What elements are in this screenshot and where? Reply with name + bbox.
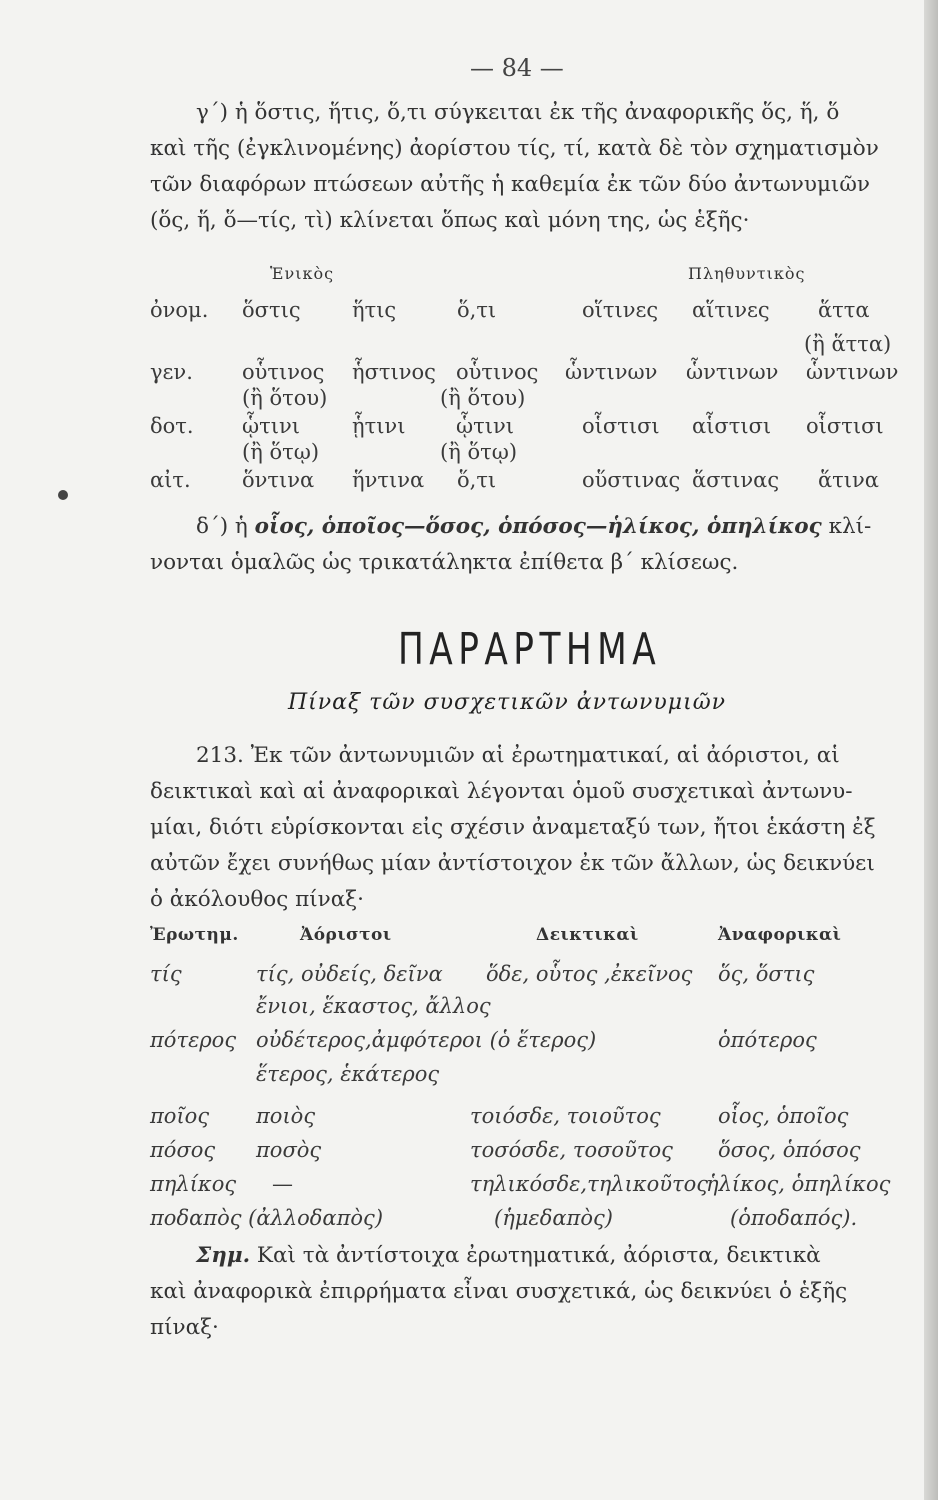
table-cell: (ἡμεδαπὸς) <box>494 1206 613 1230</box>
decl-cell: (ἢ ὅτῳ) <box>242 440 320 464</box>
decl-cell: οὗτινος <box>242 360 325 384</box>
decl-cell: ὅστις <box>242 298 301 322</box>
decl-header-plural: Πληθυντικὸς <box>688 264 806 283</box>
table-cell: πηλίκος <box>150 1172 237 1196</box>
decl-cell: ὧντινων <box>686 360 779 384</box>
decl-cell: ᾗτινι <box>352 414 406 438</box>
table-header: Δεικτικαὶ <box>536 925 639 945</box>
table-cell: τοσόσδε, τοσοῦτος <box>470 1138 673 1162</box>
decl-cell: ὧντινων <box>565 360 658 384</box>
table-cell: — <box>272 1172 293 1196</box>
decl-cell: ἧστινος <box>352 360 436 384</box>
decl-cell: ἥντινα <box>352 468 425 492</box>
para-gamma-line-3: τῶν διαφόρων πτώσεων αὐτῆς ἡ καθεμία ἐκ τῶν δύο ἀντωνυμιῶν <box>150 172 870 197</box>
para-213-line-1: 213. Ἐκ τῶν ἀντωνυμιῶν αἱ ἐρωτηματικαί, αἱ ἀόριστοι, αἱ <box>196 743 840 768</box>
table-cell: τίς <box>150 962 182 986</box>
table-cell: οἷος, ὁποῖος <box>718 1104 849 1128</box>
decl-cell: οἷστισι <box>806 414 884 438</box>
para-delta-line-1 <box>196 509 871 545</box>
decl-cell: ἥτις <box>352 298 397 322</box>
table-cell: ποδαπὸς (ἀλλοδαπὸς) <box>150 1206 384 1230</box>
decl-cell: αἷστισι <box>692 414 772 438</box>
table-cell: οὐδέτερος,ἀμφότεροι (ὁ ἕτερος) <box>256 1028 597 1052</box>
appendix-subtitle: Πίναξ τῶν συσχετικῶν ἀντωνυμιῶν <box>288 690 727 715</box>
para-213-line-2: δεικτικαὶ καὶ αἱ ἀναφορικαὶ λέγονται ὁμοῦ συσχετικαὶ ἀντωνυ- <box>150 779 853 804</box>
decl-cell: ᾧτινι <box>242 414 300 438</box>
decl-cell: ὅντινα <box>242 468 315 492</box>
table-cell: πότερος <box>150 1028 237 1052</box>
table-cell: ὅς, ὅστις <box>718 962 815 986</box>
table-cell: πόσος <box>150 1138 216 1162</box>
decl-cell: (ἢ ἅττα) <box>804 332 892 356</box>
table-cell: ὁπότερος <box>718 1028 817 1052</box>
para-gamma-line-4: (ὅς, ἥ, ὅ—τίς, τὶ) κλίνεται ὅπως καὶ μόνη της, ὡς ἑξῆς· <box>150 208 750 233</box>
table-cell: ποσὸς <box>256 1138 322 1162</box>
decl-cell: ὧντινων <box>806 360 899 384</box>
para-delta-line-2: νονται ὁμαλῶς ὡς τρικατάληκτα ἐπίθετα β΄ κλίσεως. <box>150 550 739 575</box>
page-number: — 84 — <box>470 54 564 82</box>
table-cell: ἡλίκος, ὁπηλίκος <box>706 1172 891 1196</box>
table-cell: τίς, οὐδείς, δεῖνα <box>256 962 443 986</box>
decl-cell: οὗτινος <box>456 360 539 384</box>
decl-case: γεν. <box>150 360 193 384</box>
decl-cell: οἵτινες <box>582 298 659 322</box>
table-header: Ἀναφορικαὶ <box>718 925 842 945</box>
ink-dot-mark <box>58 490 68 500</box>
decl-case: αἰτ. <box>150 468 191 492</box>
table-cell: ὅσος, ὁπόσος <box>718 1138 861 1162</box>
table-cell: τοιόσδε, τοιοῦτος <box>470 1104 661 1128</box>
table-cell: ποῖος <box>150 1104 210 1128</box>
para-gamma-line-1: γ΄) ἡ ὅστις, ἥτις, ὅ,τι σύγκειται ἐκ τῆς ἀναφορικῆς ὅς, ἥ, ὅ <box>196 100 840 125</box>
para-213-line-3: μίαι, διότι εὑρίσκονται εἰς σχέσιν ἀναμεταξύ των, ἤτοι ἑκάστη ἐξ <box>150 815 876 840</box>
decl-cell: οὕστινας <box>582 468 681 492</box>
decl-cell: οἷστισι <box>582 414 660 438</box>
decl-cell: ὅ,τι <box>457 468 497 492</box>
decl-header-singular: Ἑνικὸς <box>270 264 335 283</box>
table-cell: ἔνιοι, ἕκαστος, ἄλλος <box>256 994 491 1018</box>
table-header: Ἀόριστοι <box>300 925 392 945</box>
para-213-line-5: ὁ ἀκόλουθος πίναξ· <box>150 887 364 912</box>
appendix-title: ΠΑΡΑΡΤΗΜΑ <box>398 624 662 675</box>
note-line-2: καὶ ἀναφορικὰ ἐπιρρήματα εἶναι συσχετικά, ὡς δεικνύει ὁ ἑξῆς <box>150 1279 848 1304</box>
note-line-1 <box>196 1238 821 1274</box>
para-delta-post: κλί- <box>828 514 872 539</box>
table-cell: τηλικόσδε,τηλικοῦτος <box>470 1172 709 1196</box>
table-cell: ποιὸς <box>256 1104 316 1128</box>
table-cell: (ὁποδαπός). <box>730 1206 858 1230</box>
decl-cell: ἅττα <box>818 298 870 322</box>
note-label: Σημ. <box>196 1243 251 1268</box>
note-text-1: Καὶ τὰ ἀντίστοιχα ἐρωτηματικά, ἀόριστα, δεικτικὰ <box>256 1243 821 1268</box>
decl-case: δοτ. <box>150 414 194 438</box>
decl-cell: αἵτινες <box>692 298 770 322</box>
decl-cell: (ἢ ὅτου) <box>440 386 526 410</box>
table-cell: ἕτερος, ἑκάτερος <box>256 1062 440 1086</box>
decl-cell: ἅστινας <box>692 468 780 492</box>
para-213-line-4: αὐτῶν ἔχει συνήθως μίαν ἀντίστοιχον ἐκ τῶν ἄλλων, ὡς δεικνύει <box>150 851 875 876</box>
decl-cell: ἅτινα <box>818 468 879 492</box>
para-delta-bold: οἷος, ὁποῖος—ὅσος, ὁπόσος—ἡλίκος, ὁπηλίκος <box>254 514 822 539</box>
page-spine-shadow <box>924 0 938 1500</box>
decl-cell: (ἢ ὅτῳ) <box>440 440 518 464</box>
para-delta-pre: δ΄) ἡ <box>196 514 248 539</box>
table-cell: ὅδε, οὗτος ,ἐκεῖνος <box>486 962 693 986</box>
decl-cell: ὅ,τι <box>457 298 497 322</box>
note-line-3: πίναξ· <box>150 1315 219 1340</box>
decl-cell: ᾧτινι <box>456 414 514 438</box>
table-header: Ἐρωτημ. <box>150 925 239 945</box>
para-gamma-line-2: καὶ τῆς (ἐγκλινομένης) ἀορίστου τίς, τί, κατὰ δὲ τὸν σχηματισμὸν <box>150 136 879 161</box>
decl-cell: (ἢ ὅτου) <box>242 386 328 410</box>
decl-case: ὀνομ. <box>150 298 209 322</box>
